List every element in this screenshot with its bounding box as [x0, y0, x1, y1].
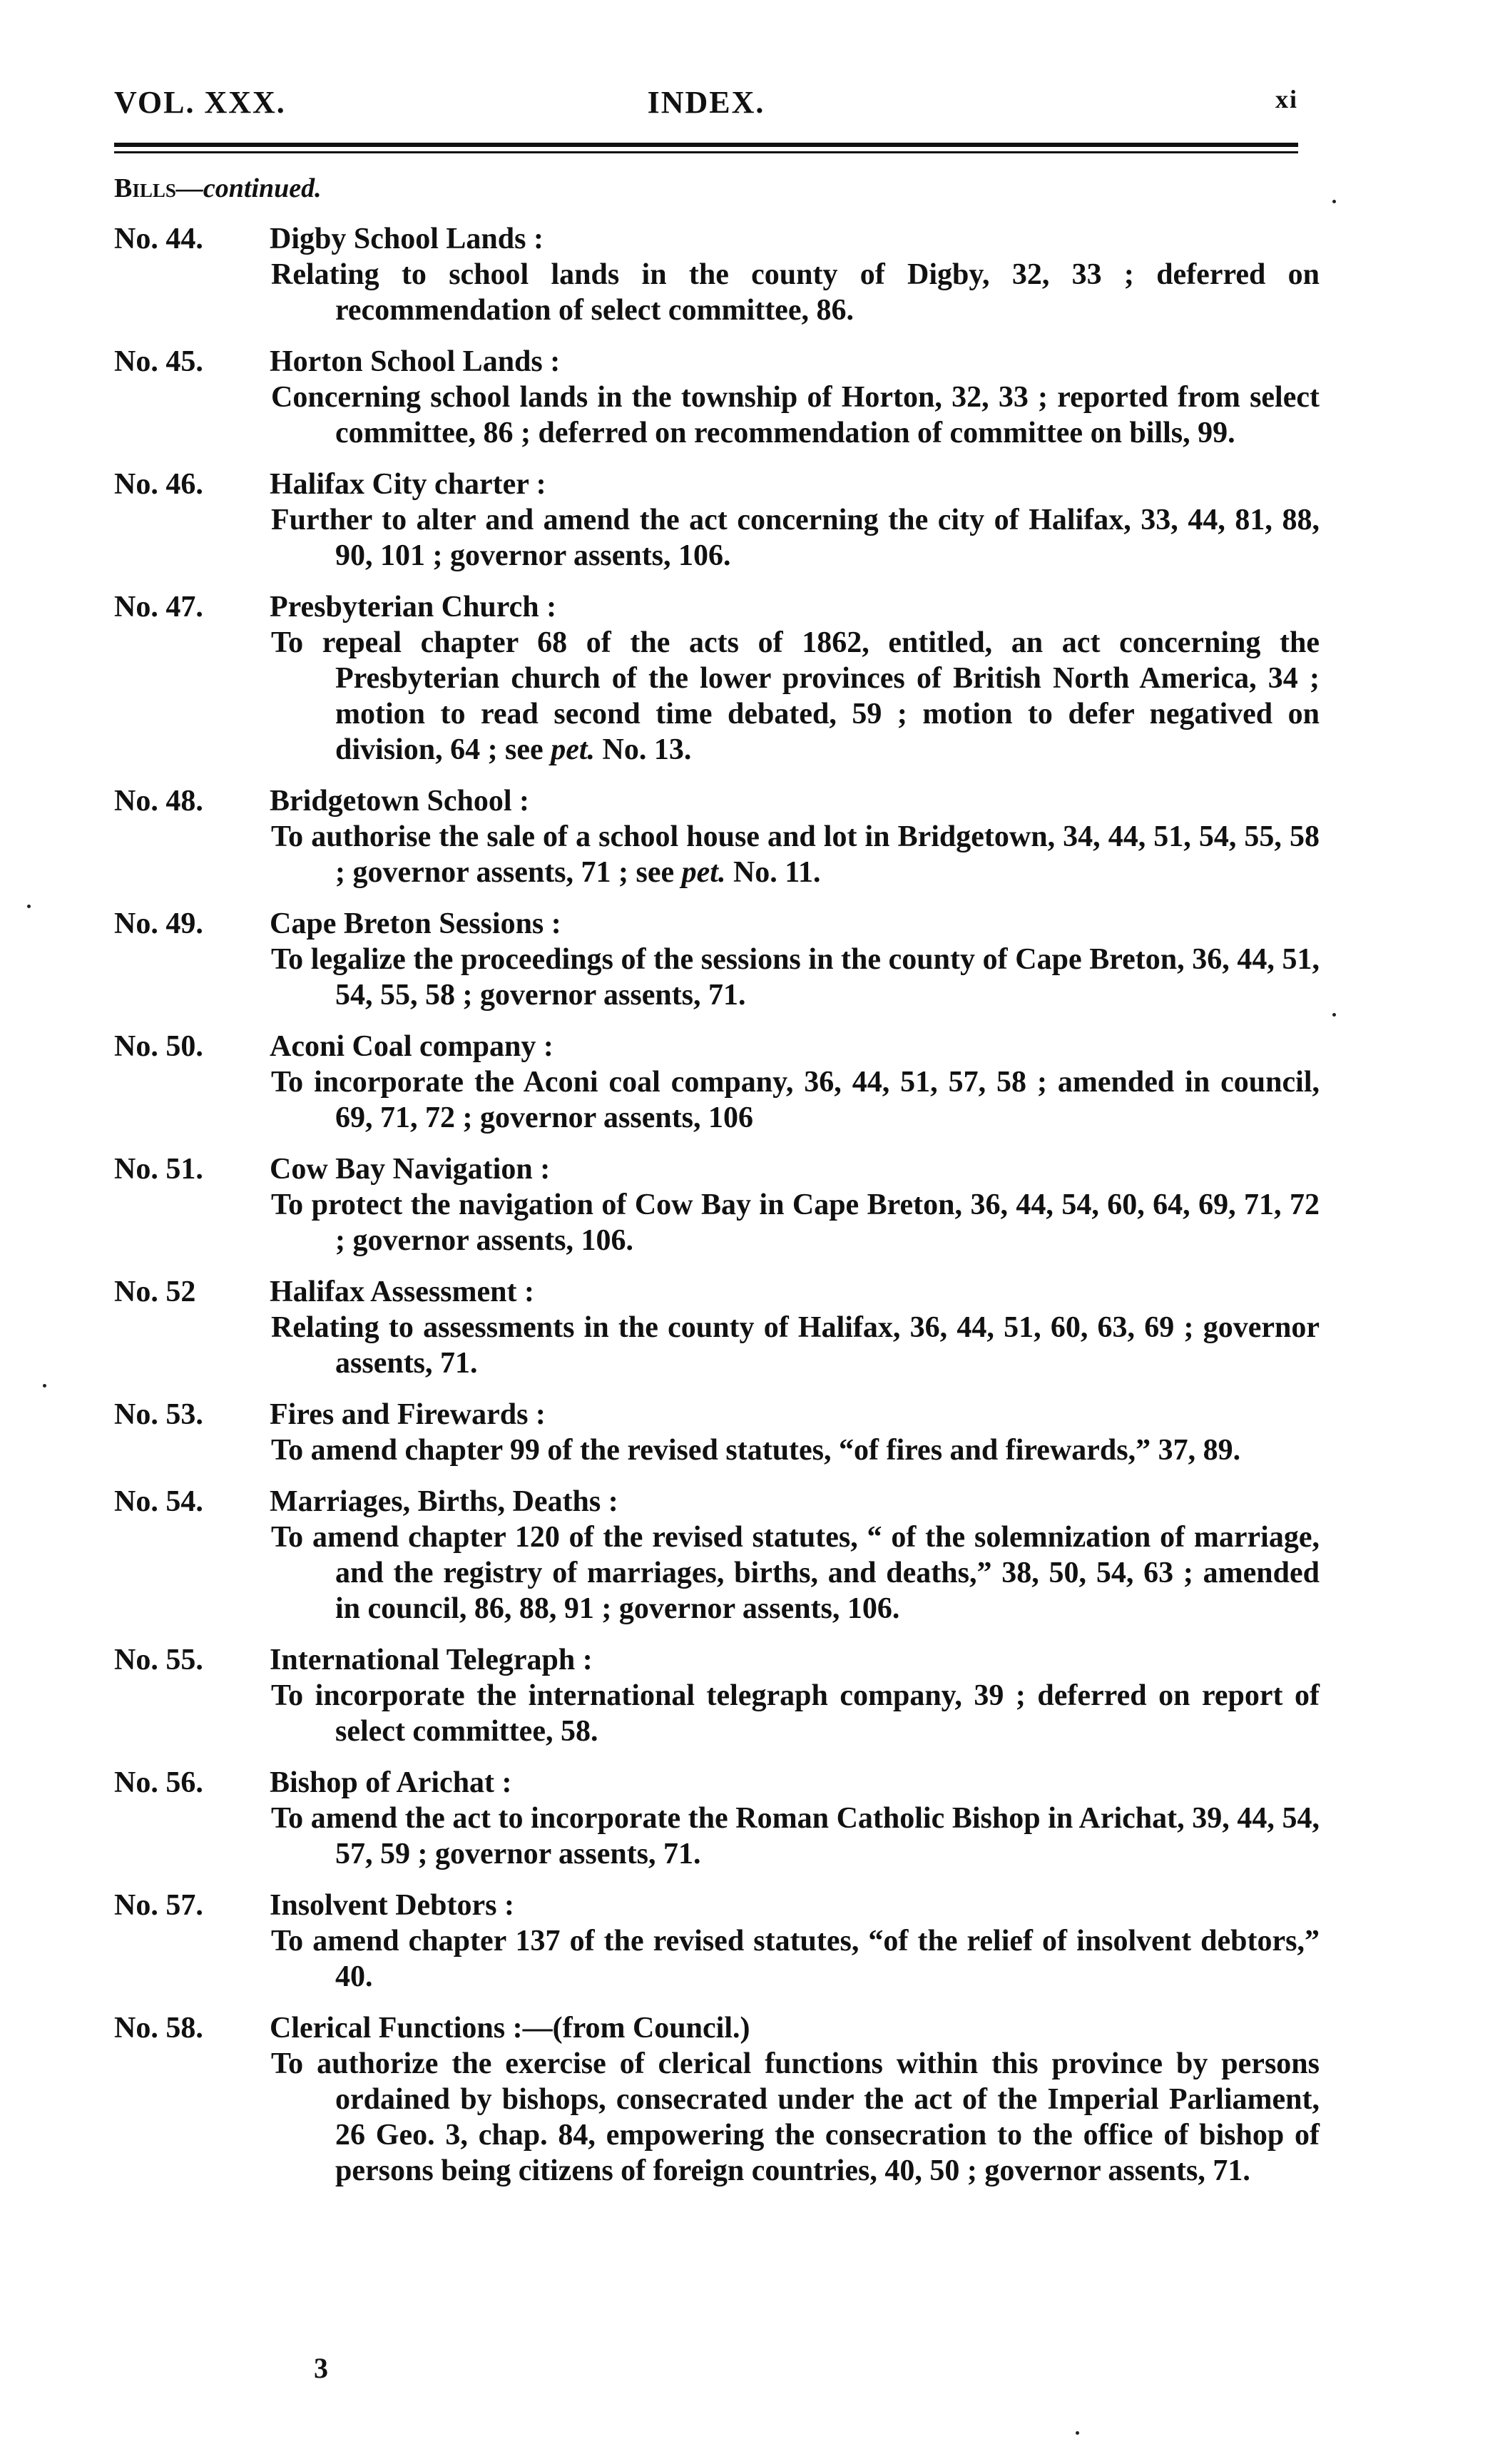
index-entry	[114, 906, 1320, 1013]
entry-number: No. 53.	[114, 1398, 203, 1431]
petition-ref-label: pet.	[681, 856, 726, 889]
entry-description-text: Concerning school lands in the township of Horton, 32, 33 ; reported from select committee, 86 ; deferred on recommendation of committee on bills, 99.	[271, 381, 1320, 449]
entry-description-text: To incorporate the international telegraph company, 39 ; deferred on report of select committee, 58.	[271, 1679, 1320, 1748]
page-number: xi	[1275, 85, 1298, 113]
entry-number: No. 56.	[114, 1766, 203, 1799]
index-entry	[114, 467, 1320, 574]
section-prefix: Bills	[114, 173, 176, 203]
entry-description-text: To amend the act to incorporate the Roman Catholic Bishop in Arichat, 39, 44, 54, 57, 59 ; governor assents, 71.	[271, 1802, 1320, 1870]
entry-description-text: To amend chapter 137 of the revised statutes, “of the relief of insolvent debtors,” 40.	[271, 1925, 1320, 1993]
entry-number: No. 49.	[114, 907, 203, 940]
petition-ref-number: No. 13.	[595, 733, 692, 766]
header-rule-thick	[114, 143, 1298, 147]
entry-number: No. 48.	[114, 785, 203, 818]
entry-description	[271, 1310, 1320, 1381]
entry-heading: Aconi Coal company :	[270, 1030, 554, 1063]
entry-heading: Horton School Lands :	[270, 345, 561, 378]
entry-description	[271, 1432, 1320, 1468]
page-title: INDEX.	[647, 85, 765, 120]
index-entry	[114, 1029, 1320, 1136]
entry-number: No. 58.	[114, 2012, 203, 2045]
index-entry	[114, 1888, 1320, 1995]
entry-description	[271, 1923, 1320, 1995]
entry-number: No. 51.	[114, 1153, 203, 1186]
entry-description-text: To authorize the exercise of clerical functions within this province by persons ordained by bishops, consecrated under the act of the Imperial Parliament, 26 Geo. 3, chap. 84, empowering the consecration to the office of bishop of persons being citizens of foreign countries, 40, 50 ; governor assents, 71.	[271, 2047, 1320, 2187]
paper-speck	[27, 905, 31, 908]
entry-number: No. 44.	[114, 223, 203, 255]
paper-speck	[1332, 1013, 1336, 1017]
entry-number: No. 50.	[114, 1030, 203, 1063]
index-entry	[114, 1151, 1320, 1258]
entry-number: No. 54.	[114, 1485, 203, 1518]
entry-heading: Halifax Assessment :	[270, 1276, 534, 1308]
entry-description-text: To repeal chapter 68 of the acts of 1862, entitled, an act concerning the Presbyterian church of the lower provinces of British North America, 34 ; motion to read second time debated, 59 ; motion to defer negatived on division, 64 ; see	[271, 626, 1320, 766]
entry-description-text: Relating to assessments in the county of Halifax, 36, 44, 51, 60, 63, 69 ; governor assents, 71.	[271, 1311, 1320, 1380]
index-entry	[114, 1642, 1320, 1749]
index-entry	[114, 2010, 1320, 2189]
petition-ref-number: No. 11.	[725, 856, 821, 889]
running-header	[114, 84, 1298, 127]
paper-speck	[1332, 200, 1336, 203]
entry-description	[271, 502, 1320, 574]
entry-heading: Cow Bay Navigation :	[270, 1153, 551, 1186]
index-entry	[114, 783, 1320, 890]
entry-description	[271, 1801, 1320, 1872]
volume-label: VOL. XXX.	[114, 85, 286, 120]
entry-heading: International Telegraph :	[270, 1644, 593, 1676]
entry-heading: Bishop of Arichat :	[270, 1766, 512, 1799]
entry-description-text: To amend chapter 120 of the revised statutes, “ of the solemnization of marriage, and the registry of marriages, births, and deaths,” 38, 50, 54, 63 ; amended in council, 86, 88, 91 ; governor assents, 106.	[271, 1521, 1320, 1625]
entry-description-text: To amend chapter 99 of the revised statutes, “of fires and firewards,” 37, 89.	[271, 1434, 1241, 1467]
entry-heading: Digby School Lands :	[270, 223, 544, 255]
entry-description	[271, 380, 1320, 451]
index-entry	[114, 1397, 1320, 1468]
entry-description-text: Further to alter and amend the act concerning the city of Halifax, 33, 44, 81, 88, 90, 101 ; governor assents, 106.	[271, 504, 1320, 572]
entry-description	[271, 1064, 1320, 1136]
entry-description	[271, 1519, 1320, 1626]
entry-description	[271, 819, 1320, 890]
entry-description	[271, 942, 1320, 1013]
entry-heading: Bridgetown School :	[270, 785, 530, 818]
entry-description-text: Relating to school lands in the county of Digby, 32, 33 ; deferred on recommendation of select committee, 86.	[271, 258, 1320, 327]
entry-number: No. 45.	[114, 345, 203, 378]
entry-heading: Halifax City charter :	[270, 468, 546, 501]
entry-heading: Marriages, Births, Deaths :	[270, 1485, 618, 1518]
entry-number: No. 46.	[114, 468, 203, 501]
entry-description-text: To incorporate the Aconi coal company, 36, 44, 51, 57, 58 ; amended in council, 69, 71, 72 ; governor assents, 106	[271, 1066, 1320, 1134]
entry-description	[271, 2046, 1320, 2189]
index-entry	[114, 1484, 1320, 1626]
entry-description	[271, 257, 1320, 328]
entry-number: No. 57.	[114, 1889, 203, 1922]
entry-heading: Clerical Functions :—(from Council.)	[270, 2012, 750, 2045]
section-suffix: —continued.	[175, 173, 322, 203]
paper-speck	[1076, 2431, 1079, 2435]
index-entries	[114, 221, 1320, 2204]
entry-number: No. 55.	[114, 1644, 203, 1676]
entry-number: No. 52	[114, 1276, 196, 1308]
entry-description-text: To protect the navigation of Cow Bay in Cape Breton, 36, 44, 54, 60, 64, 69, 71, 72 ; governor assents, 106.	[271, 1188, 1320, 1257]
paper-speck	[43, 1384, 46, 1388]
section-heading	[114, 173, 322, 204]
entry-description-text: To legalize the proceedings of the sessions in the county of Cape Breton, 36, 44, 51, 54, 55, 58 ; governor assents, 71.	[271, 943, 1320, 1012]
entry-description	[271, 625, 1320, 768]
entry-number: No. 47.	[114, 591, 203, 623]
index-entry	[114, 221, 1320, 328]
signature-mark: 3	[314, 2352, 328, 2384]
entry-description	[271, 1187, 1320, 1258]
index-entry	[114, 1765, 1320, 1872]
entry-heading: Presbyterian Church :	[270, 591, 557, 623]
index-entry	[114, 589, 1320, 768]
entry-heading: Insolvent Debtors :	[270, 1889, 514, 1922]
header-rule-thin	[114, 151, 1298, 153]
entry-heading: Cape Breton Sessions :	[270, 907, 561, 940]
petition-ref-label: pet.	[551, 733, 595, 766]
entry-description	[271, 1678, 1320, 1749]
index-entry	[114, 1274, 1320, 1381]
index-entry	[114, 344, 1320, 451]
entry-heading: Fires and Firewards :	[270, 1398, 546, 1431]
entry-description-text: To authorise the sale of a school house and lot in Bridgetown, 34, 44, 51, 54, 55, 58 ; governor assents, 71 ; see	[271, 820, 1320, 889]
